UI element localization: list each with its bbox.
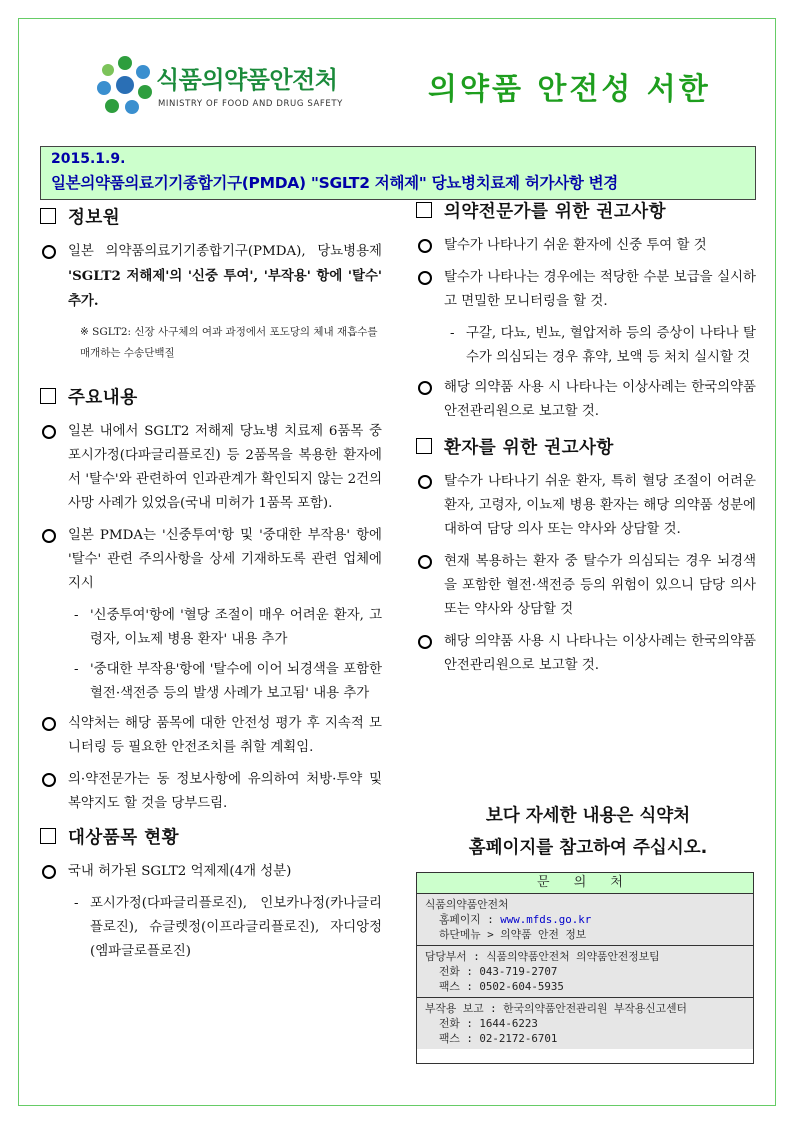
mfds-emblem-icon xyxy=(96,54,154,116)
org-name-english: MINISTRY OF FOOD AND DRUG SAFETY xyxy=(158,99,343,109)
sub-list-item: - 구갈, 다뇨, 빈뇨, 혈압저하 등의 증상이 나타나 탈수가 의심되는 경우 휴약, 보액 등 처치 실시할 것 xyxy=(450,326,756,365)
contact-report-block: 부작용 보고 : 한국의약품안전관리원 부작용신고센터 전화 : 1644-6223 팩스 : 02-2172-6701 xyxy=(417,998,753,1049)
contact-dept-block: 담당부서 : 식품의약품안전처 의약품안전정보팀 전화 : 043-719-2707 팩스 : 0502-604-5935 xyxy=(417,946,753,998)
contact-box xyxy=(416,872,754,1064)
section-title-info-source: 정보원 xyxy=(40,206,382,230)
list-item: 일본 PMDA는 '신중투여'항 및 '중대한 부작용' 항에 '탈수' 관련 주의사항을 상세 기재하도록 관련 업체에 지시 xyxy=(40,524,382,596)
mfds-logo xyxy=(96,52,346,122)
circle-bullet-icon xyxy=(418,271,432,285)
circle-bullet-icon xyxy=(42,425,56,439)
banner-headline: 일본의약품의료기기종합기구(PMDA) "SGLT2 저해제" 당뇨병치료제 허가사항 변경 xyxy=(51,174,618,192)
list-item: 국내 허가된 SGLT2 억제제(4개 성분) xyxy=(40,860,382,884)
circle-bullet-icon xyxy=(42,865,56,879)
right-column xyxy=(416,200,756,686)
checkbox-square-icon xyxy=(416,438,432,454)
section-title-main-content: 주요내용 xyxy=(40,386,382,410)
homepage-link[interactable]: www.mfds.go.kr xyxy=(500,913,592,926)
org-name-korean: 식품의약품안전처 xyxy=(156,66,338,94)
section-title-patient-advice: 환자를 위한 권고사항 xyxy=(416,436,756,460)
circle-bullet-icon xyxy=(418,475,432,489)
list-item: 탈수가 나타나는 경우에는 적당한 수분 보급을 실시하고 면밀한 모니터링을 할 것. xyxy=(416,266,756,314)
footnote-sglt2: ※ SGLT2: 신장 사구체의 여과 과정에서 포도당의 체내 재흡수를 매개하는 수송단백질 xyxy=(80,326,378,359)
checkbox-square-icon xyxy=(40,388,56,404)
list-item: 탈수가 나타나기 쉬운 환자, 특히 혈당 조절이 어려운 환자, 고령자, 이뇨제 병용 환자는 해당 의약품 성분에 대하여 담당 의사 또는 약사와 상담할 것. xyxy=(416,470,756,542)
headline-banner xyxy=(40,146,756,200)
document-title: 의약품 안전성 서한 xyxy=(428,72,711,107)
circle-bullet-icon xyxy=(418,381,432,395)
left-column xyxy=(40,206,382,970)
more-info-notice: 보다 자세한 내용은 식약처 홈페이지를 참고하여 주십시오. xyxy=(468,806,708,858)
list-item: 해당 의약품 사용 시 나타나는 이상사례는 한국의약품안전관리원으로 보고할 것. xyxy=(416,630,756,678)
sub-list-item: - '중대한 부작용'항에 '탈수에 이어 뇌경색을 포함한 혈전·색전증 등의 발생 사례가 보고됨' 내용 추가 xyxy=(74,662,382,701)
list-item: 의·약전문가는 동 정보사항에 유의하여 처방·투약 및 복약지도 할 것을 당부드림. xyxy=(40,768,382,816)
list-item: 해당 의약품 사용 시 나타나는 이상사례는 한국의약품안전관리원으로 보고할 것. xyxy=(416,376,756,424)
circle-bullet-icon xyxy=(42,773,56,787)
list-item: 탈수가 나타나기 쉬운 환자에 신중 투여 할 것 xyxy=(416,234,756,258)
checkbox-square-icon xyxy=(40,208,56,224)
list-item: 현재 복용하는 환자 중 탈수가 의심되는 경우 뇌경색을 포함한 혈전·색전증 등의 위험이 있으니 담당 의사 또는 약사와 상담할 것 xyxy=(416,550,756,622)
checkbox-square-icon xyxy=(416,202,432,218)
circle-bullet-icon xyxy=(418,555,432,569)
circle-bullet-icon xyxy=(42,245,56,259)
sub-list-item: - 포시가정(다파글리플로진), 인보카나정(카나글리플로진), 슈글렛정(이프라글리플로진), 자디앙정(엠파글로플로진) xyxy=(74,896,382,959)
section-title-products: 대상품목 현황 xyxy=(40,826,382,850)
circle-bullet-icon xyxy=(42,529,56,543)
checkbox-square-icon xyxy=(40,828,56,844)
banner-date: 2015.1.9. xyxy=(51,151,126,167)
list-item: 일본 내에서 SGLT2 저해제 당뇨병 치료제 6품목 중 포시가정(다파글리플로진) 등 2품목을 복용한 환자에서 '탈수'와 관련하여 인과관계가 확인되지 않는 2건의 사망 사례가 있었음(국내 미허가 1품목 포함). xyxy=(40,420,382,516)
contact-org-block: 식품의약품안전처 홈페이지 : www.mfds.go.kr 하단메뉴 > 의약품 안전 정보 xyxy=(417,894,753,946)
sub-list-item: - '신중투여'항에 '혈당 조절이 매우 어려운 환자, 고령자, 이뇨제 병용 환자' 내용 추가 xyxy=(74,608,382,647)
circle-bullet-icon xyxy=(418,239,432,253)
circle-bullet-icon xyxy=(42,717,56,731)
contact-title: 문 의 처 xyxy=(417,873,753,894)
section-title-expert-advice: 의약전문가를 위한 권고사항 xyxy=(416,200,756,224)
list-item: 식약처는 해당 품목에 대한 안전성 평가 후 지속적 모니터링 등 필요한 안전조치를 취할 계획임. xyxy=(40,712,382,760)
list-item: 일본 의약품의료기기종합기구(PMDA), 당뇨병용제 'SGLT2 저해제'의 '신중 투여', '부작용' 항에 '탈수' 추가. xyxy=(40,240,382,314)
circle-bullet-icon xyxy=(418,635,432,649)
